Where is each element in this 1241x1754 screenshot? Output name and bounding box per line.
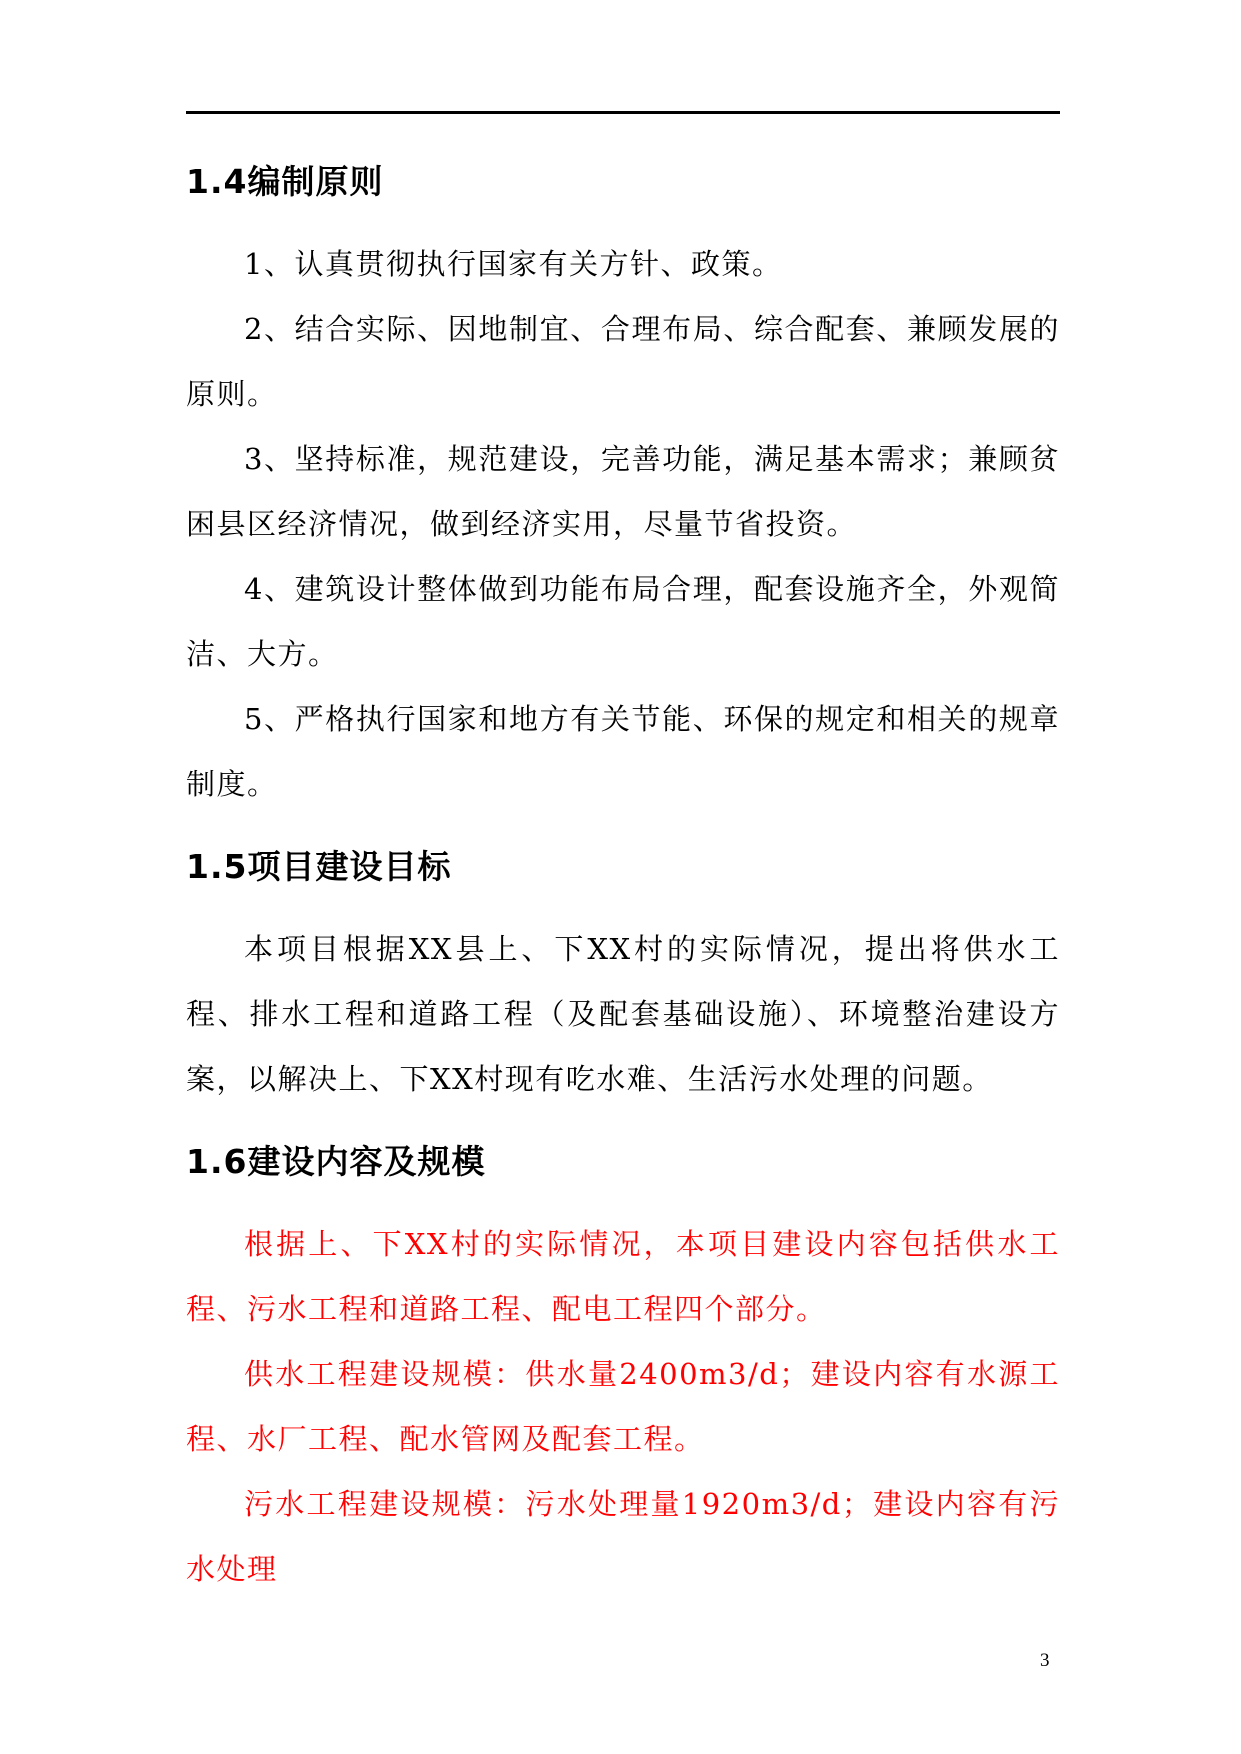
section-heading-1-6: 1.6建设内容及规模 — [186, 1142, 486, 1181]
page-number: 3 — [1040, 1650, 1050, 1671]
section-heading-1-5: 1.5项目建设目标 — [186, 847, 452, 886]
paragraph: 2、结合实际、因地制宜、合理布局、综合配套、兼顾发展的原则。 — [186, 312, 1060, 411]
section-heading-1-4: 1.4编制原则 — [186, 162, 384, 201]
highlighted-paragraph: 供水工程建设规模：供水量2400m3/d；建设内容有水源工程、水厂工程、配水管网及配套工程。 — [186, 1357, 1060, 1456]
paragraph: 1、认真贯彻执行国家有关方针、政策。 — [244, 247, 783, 281]
paragraph: 4、建筑设计整体做到功能布局合理，配套设施齐全，外观简洁、大方。 — [186, 572, 1060, 671]
paragraph: 5、严格执行国家和地方有关节能、环保的规定和相关的规章制度。 — [186, 702, 1060, 801]
paragraph: 3、坚持标准，规范建设，完善功能，满足基本需求；兼顾贫困县区经济情况，做到经济实用，尽量节省投资。 — [186, 442, 1060, 541]
paragraph: 本项目根据XX县上、下XX村的实际情况，提出将供水工程、排水工程和道路工程（及配套基础设施）、环境整治建设方案，以解决上、下XX村现有吃水难、生活污水处理的问题。 — [186, 932, 1060, 1096]
highlighted-paragraph: 根据上、下XX村的实际情况，本项目建设内容包括供水工程、污水工程和道路工程、配电工程四个部分。 — [186, 1227, 1060, 1326]
header-rule — [186, 111, 1060, 114]
highlighted-paragraph: 污水工程建设规模：污水处理量1920m3/d；建设内容有污水处理 — [186, 1487, 1060, 1586]
document-body — [186, 150, 1060, 1602]
